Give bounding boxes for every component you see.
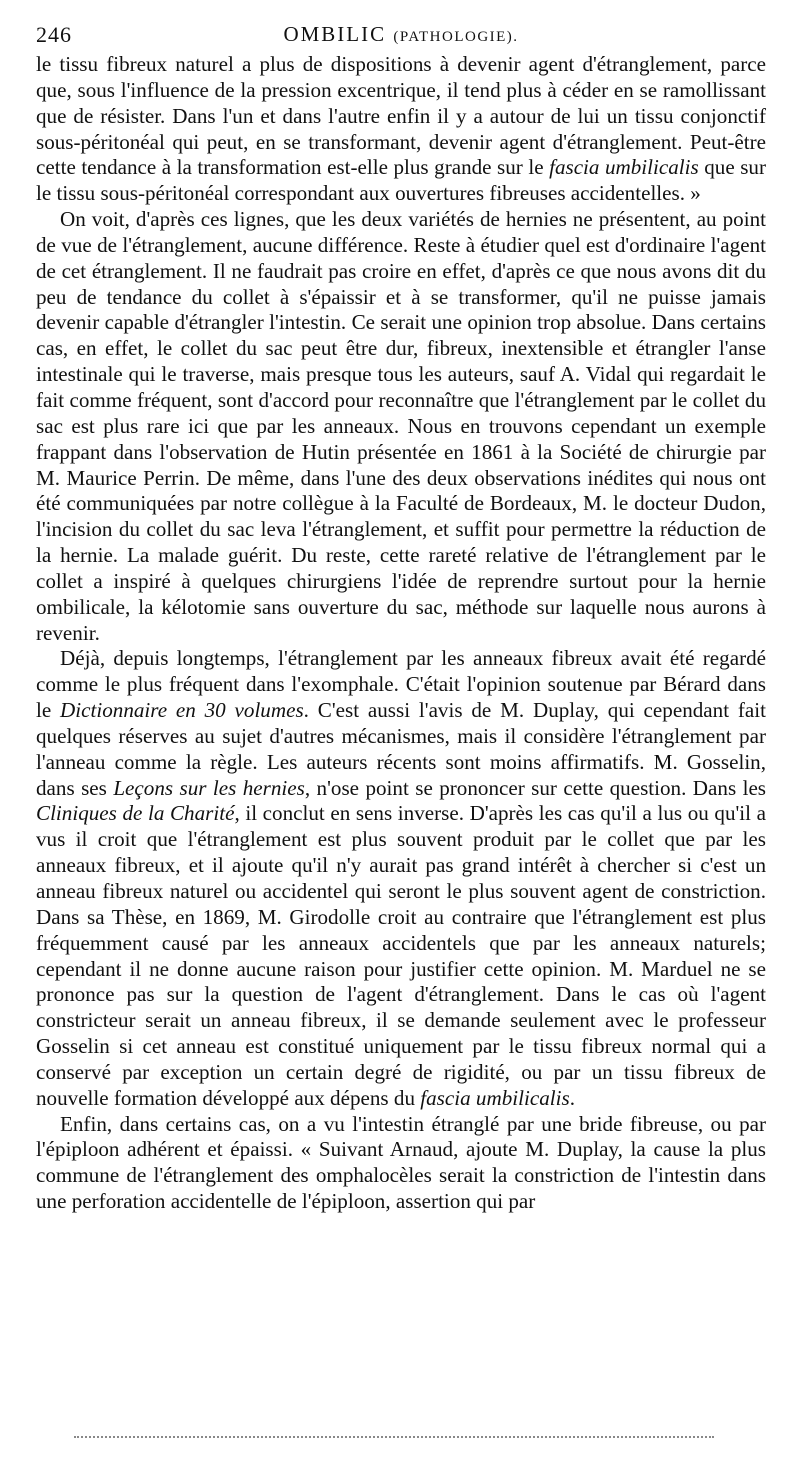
running-title-main: OMBILIC	[283, 22, 387, 46]
paragraph-1	[36, 52, 766, 207]
paragraph-3-part-a: Déjà, depuis longtemps, l'étranglement par les anneaux fibreux avait été regardé comme le plus fréquent dans l'exomphale. C'était l'opinion soutenue par Bérard dans le	[36, 646, 766, 723]
paragraph-4: Enfin, dans certains cas, on a vu l'intestin étranglé par une bride fibreuse, ou par l'épiploon adhérent et épaissi. « Suivant Arnaud, ajoute M. Duplay, la cause la plus commune de l'étranglement des omphalocèles serait la constriction de l'intestin dans une perforation accidentelle de l'épiploon, assertion qui par	[36, 1111, 766, 1214]
paragraph-3-part-e: , n'ose point se prononcer sur cette question. Dans les	[304, 775, 767, 800]
paragraph-3-part-c: . C'est aussi l'avis de M. Duplay, qui cependant fait quelques réserves au sujet d'autres mécanismes, mais il considère l'étranglement par l'anneau comme la règle. Les auteurs récents sont moins affirmatifs. M. Gosselin, dans ses	[36, 698, 766, 800]
paragraph-3-part-i: .	[569, 1085, 575, 1110]
paragraph-3-italic-dictionnaire: Dictionnaire en 30 volumes	[60, 698, 304, 723]
paragraph-1-part-c: que sur le tissu sous-péritonéal correspondant aux ouvertures fibreuses accidentelles. »	[36, 155, 766, 206]
paragraph-3-italic-lecons: Leçons sur les hernies	[113, 775, 305, 800]
paragraph-3	[36, 646, 766, 1111]
paragraph-2: On voit, d'après ces lignes, que les deux variétés de hernies ne présentent, au point de vue de l'étranglement, aucune différence. Reste à étudier quel est d'ordinaire l'agent de cet étranglement. Il ne faudrait pas croire en effet, d'après ce que nous avons dit du peu de tendance du collet à s'épaissir et à se transformer, qu'il ne puisse jamais devenir capable d'étrangler l'intestin. Ce serait une opinion trop absolue. Dans certains cas, en effet, le collet du sac peut être dur, fibreux, inextensible et étrangler l'anse intestinale qui le traverse, mais presque tous les auteurs, sauf A. Vidal qui regardait le fait comme fréquent, sont d'accord pour reconnaître que l'étranglement par le collet du sac est plus rare ici que par les anneaux. Nous en trouvons cependant un exemple frappant dans l'observation de Hutin présentée en 1861 à la Société de chirurgie par M. Maurice Perrin. De même, dans l'une des deux observations inédites qui nous ont été communiquées par notre collègue à la Faculté de Bordeaux, M. le docteur Dudon, l'incision du collet du sac leva l'étranglement, et suffit pour permettre la réduction de la hernie. La malade guérit. Du reste, cette rareté relative de l'étranglement par le collet a inspiré à quelques chirurgiens l'idée de reprendre surtout pour la hernie ombilicale, la kélotomie sans ouverture du sac, méthode sur laquelle nous aurons à revenir.	[36, 207, 766, 645]
body-text	[36, 52, 766, 1215]
footer-dotted-rule	[74, 1436, 714, 1441]
paragraph-3-italic-fascia: fascia umbilicalis	[420, 1085, 570, 1110]
running-head	[36, 0, 766, 52]
paragraph-1-italic-fascia: fascia umbilicalis	[549, 155, 699, 180]
paragraph-1-part-a: le tissu fibreux naturel a plus de dispositions à devenir agent d'étranglement, parce que, sous l'influence de la pression excentrique, il tend plus à céder en se ramollissant que de résister. Dans l'un et dans l'autre enfin il y a autour de lui un tissu conjonctif sous-péritonéal qui peut, en se transformant, devenir agent d'étranglement. Peut-être cette tendance à la transformation est-elle plus grande sur le	[36, 52, 766, 180]
page	[36, 0, 766, 1215]
paragraph-3-italic-cliniques: Cliniques de la Charité	[36, 801, 235, 826]
running-title-subtitle: (PATHOLOGIE).	[393, 29, 519, 45]
paragraph-3-part-g: , il conclut en sens inverse. D'après les cas qu'il a lus ou qu'il a vus il croit que l'étranglement est plus souvent produit par le collet que par les anneaux fibreux, et il ajoute qu'il n'y aurait pas grand intérêt à chercher si c'est un anneau fibreux naturel ou accidentel qui seront le plus souvent agent de constriction. Dans sa Thèse, en 1869, M. Girodolle croit au contraire que l'étranglement est plus fréquemment causé par les anneaux accidentels que par les anneaux naturels; cependant il ne donne aucune raison pour justifier cette opinion. M. Marduel ne se prononce pas sur la question de l'agent d'étranglement. Dans le cas où l'agent constricteur serait un anneau fibreux, il se demande seulement avec le professeur Gosselin si cet anneau est constitué uniquement par le tissu fibreux normal qui a conservé par exception un certain degré de rigidité, ou par un tissu fibreux de nouvelle formation développé aux dépens du	[36, 801, 766, 1110]
page-number: 246	[36, 22, 72, 47]
running-title	[36, 22, 766, 47]
